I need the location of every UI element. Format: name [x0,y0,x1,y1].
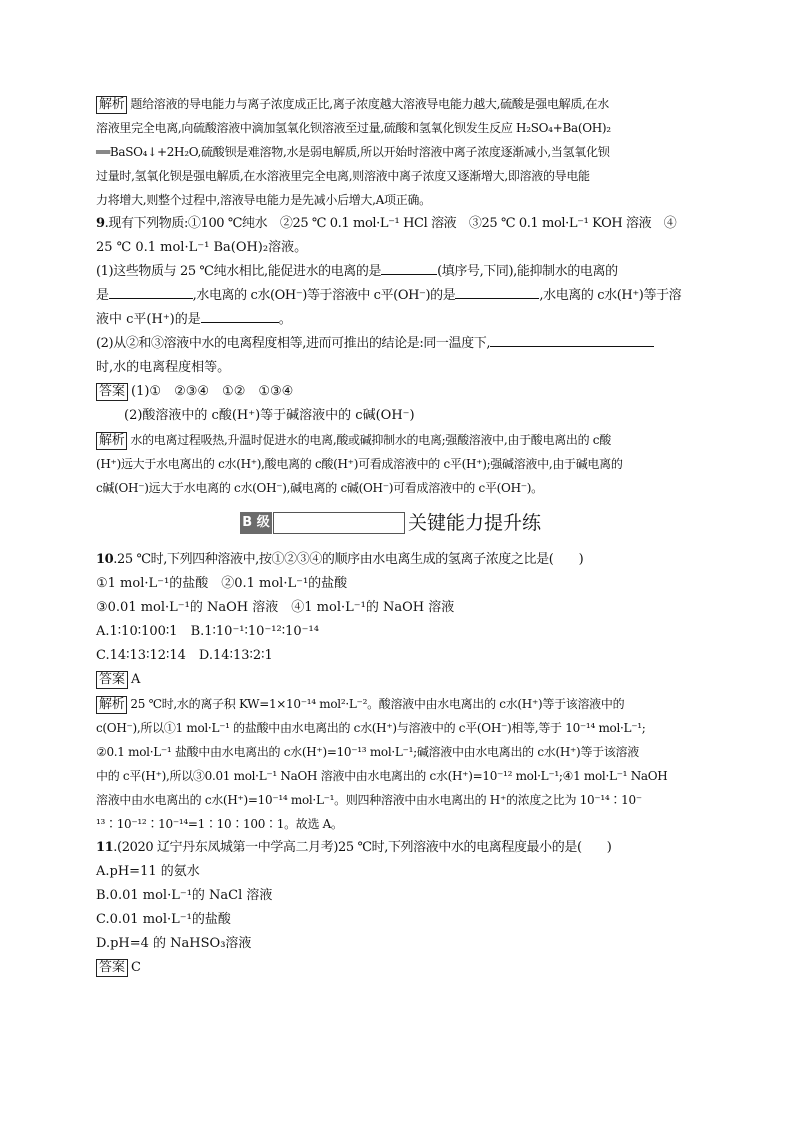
part1-text: (填序号,下同),能抑制水的电离的 [437,264,618,279]
part2-text: (2)从②和③溶液中水的电离程度相等,进而可推出的结论是:同一温度下, [96,336,491,351]
analysis-line: 溶液中由水电离出的 c水(H⁺)=10⁻¹⁴ mol·L⁻¹。则四种溶液中由水电离出的 H⁺的浓度之比为 10⁻¹⁴∶10⁻ [96,793,642,807]
question-stem: 25 ℃ 0.1 mol·L⁻¹ Ba(OH)₂溶液。 [96,240,308,255]
answer-text: C [131,960,141,975]
analysis-line: (H⁺)远大于水电离出的 c水(H⁺),酸电离的 c酸(H⁺)可看成溶液中的 c平(H⁺);强碱溶液中,由于碱电离的 [96,457,623,471]
answer-tag: 答案 [96,383,128,401]
part2-text: 时,水的电离程度相等。 [96,360,231,375]
part1-text: (1)这些物质与 25 ℃纯水相比,能促进水的电离的是 [96,264,382,279]
question-10 [96,548,700,836]
analysis-line: 题给溶液的导电能力与离子浓度成正比,离子浓度越大溶液导电能力越大,硫酸是强电解质,在水 [130,97,609,111]
answer-blank[interactable] [490,332,654,347]
header-decor-box [273,512,405,534]
option-c: C.0.01 mol·L⁻¹的盐酸 [96,912,231,927]
section-title: 关键能力提升练 [408,512,542,534]
analysis-tag: 解析 [96,696,127,714]
analysis-line: 过量时,氢氧化钡是强电解质,在水溶液里完全电离,则溶液中离子浓度又逐渐增大,即溶液的导电能 [96,169,590,183]
question-number: 10 [96,552,114,567]
answer-blank[interactable] [381,260,437,275]
part1-text: ,水电离的 c水(OH⁻)等于溶液中 c平(OH⁻)的是 [192,288,456,303]
analysis-line: c碱(OH⁻)远大于水电离的 c水(OH⁻),碱电离的 c碱(OH⁻)可看成溶液中的 c平(OH⁻)。 [96,481,543,495]
analysis-line: 中的 c平(H⁺),所以③0.01 mol·L⁻¹ NaOH 溶液中由水电离出的 c水(H⁺)=10⁻¹² mol·L⁻¹;④1 mol·L⁻¹ NaOH [96,769,668,783]
question-stem: .(2020 辽宁丹东凤城第一中学高二月考)25 ℃时,下列溶液中水的电离程度最小的是( ) [113,840,612,855]
analysis-tag: 解析 [96,432,127,450]
answer-text: (1)① ②③④ ①② ①③④ [131,384,294,399]
question-number: 9 [96,216,105,231]
document-page [96,92,700,980]
option-line: A.1∶10∶100∶1 B.1∶10⁻¹∶10⁻¹²∶10⁻¹⁴ [96,624,319,639]
analysis-line: ¹³∶10⁻¹²∶10⁻¹⁴=1∶10∶100∶1。故选 A。 [96,817,343,831]
analysis-line: 水的电离过程吸热,升温时促进水的电离,酸或碱抑制水的电离;强酸溶液中,由于酸电离出的 c酸 [130,433,611,447]
analysis-line: c(OH⁻),所以①1 mol·L⁻¹ 的盐酸中由水电离出的 c水(H⁺)与溶液中的 c平(OH⁻)相等,等于 10⁻¹⁴ mol·L⁻¹; [96,721,646,735]
question-number: 11 [96,840,114,855]
question-item: ①1 mol·L⁻¹的盐酸 ②0.1 mol·L⁻¹的盐酸 [96,576,348,591]
q8-analysis [96,92,700,212]
option-d: D.pH=4 的 NaHSO₃溶液 [96,936,252,951]
section-header-b-level [96,506,700,542]
part1-text: ,水电离的 c水(H⁺)等于溶 [539,288,682,303]
level-badge: B 级 [240,512,272,534]
analysis-line: ══BaSO₄↓+2H₂O,硫酸钡是难溶物,水是弱电解质,所以开始时溶液中离子浓度逐渐减小,当氢氧化钡 [96,145,610,159]
analysis-tag: 解析 [96,96,127,114]
question-stem: .现有下列物质:①100 ℃纯水 ②25 ℃ 0.1 mol·L⁻¹ HCl 溶液 ③25 ℃ 0.1 mol·L⁻¹ KOH 溶液 ④ [104,216,677,231]
answer-tag: 答案 [96,671,128,689]
option-b: B.0.01 mol·L⁻¹的 NaCl 溶液 [96,888,273,903]
answer-text: (2)酸溶液中的 c酸(H⁺)等于碱溶液中的 c碱(OH⁻) [124,408,415,423]
analysis-line: 力将增大,则整个过程中,溶液导电能力是先减小后增大,A项正确。 [96,193,431,207]
answer-blank[interactable] [201,308,279,323]
question-9 [96,212,700,500]
answer-blank[interactable] [109,284,193,299]
part1-text: 是 [96,288,109,303]
analysis-line: 25 ℃时,水的离子积 KW=1×10⁻¹⁴ mol²·L⁻²。酸溶液中由水电离出的 c水(H⁺)等于该溶液中的 [130,697,625,711]
analysis-line: ②0.1 mol·L⁻¹ 盐酸中由水电离出的 c水(H⁺)=10⁻¹³ mol·L⁻¹;碱溶液中由水电离出的 c水(H⁺)等于该溶液 [96,745,639,759]
question-item: ③0.01 mol·L⁻¹的 NaOH 溶液 ④1 mol·L⁻¹的 NaOH 溶液 [96,600,455,615]
answer-text: A [131,672,141,687]
answer-tag: 答案 [96,959,128,977]
part1-text: 液中 c平(H⁺)的是 [96,312,201,327]
answer-blank[interactable] [455,284,539,299]
part1-text: 。 [278,312,292,327]
option-a: A.pH=11 的氨水 [96,864,200,879]
option-line: C.14∶13∶12∶14 D.14∶13∶2∶1 [96,648,273,663]
analysis-line: 溶液里完全电离,向硫酸溶液中滴加氢氧化钡溶液至过量,硫酸和氢氧化钡发生反应 H₂SO₄+Ba(OH)₂ [96,121,611,135]
question-11 [96,836,700,980]
question-stem: .25 ℃时,下列四种溶液中,按①②③④的顺序由水电离生成的氢离子浓度之比是( ) [113,552,584,567]
